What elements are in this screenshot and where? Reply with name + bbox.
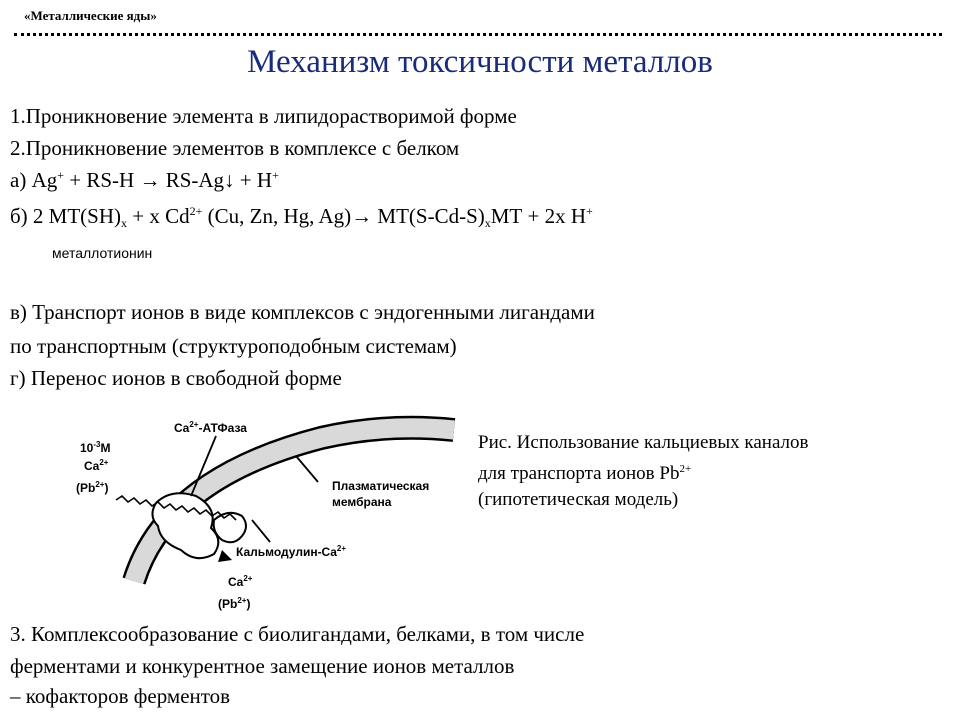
reaction-b-part: б) 2 МТ(SH) [10, 204, 122, 228]
fig-text: Кальмодулин-Ca [236, 545, 337, 559]
text-line-1: 1.Проникновение элемента в липидорастворимой форме [10, 104, 517, 128]
fig-text: -АТФаза [198, 421, 247, 435]
fig-text: ) [104, 481, 109, 495]
fig-text: 10 [80, 441, 94, 455]
text-line-3a: 3. Комплексообразование с биолигандами, белками, в том числе [10, 622, 585, 646]
fig-text: M [100, 441, 111, 455]
reaction-b [10, 204, 593, 231]
metallothionein-label: металлотионин [52, 245, 153, 261]
ca-bottom-label [228, 574, 253, 589]
fig-sup: 2+ [237, 596, 247, 605]
calcium-channel-figure [56, 408, 466, 622]
caption-text: для транспорта ионов Pb [478, 463, 680, 484]
reaction-b-subscript: x [121, 216, 128, 230]
pb-top-label [76, 480, 108, 495]
reaction-b-part: (Cu, Zn, Hg, Ag)→ МТ(S-Cd-S) [202, 204, 485, 228]
reaction-b-subscript: x [484, 216, 491, 230]
membrane-leader [296, 456, 318, 482]
pb-bottom-label [218, 596, 250, 611]
calmodulin-label [236, 544, 346, 559]
fig-text: Ca [174, 421, 190, 435]
caption-charge: 2+ [679, 463, 692, 475]
reaction-a-charge: + [272, 168, 279, 182]
caption-line: Рис. Использование кальциевых каналов [478, 432, 809, 453]
reaction-a [10, 168, 279, 193]
fig-sup: 2+ [189, 420, 199, 429]
fig-sup: 2+ [95, 480, 105, 489]
membrane-label: мембрана [332, 495, 392, 509]
fig-sup: -3 [93, 440, 101, 449]
text-line-2: 2.Проникновение элементов в комплексе с белком [10, 136, 460, 160]
membrane-label: Плазматическая [332, 479, 430, 493]
reaction-b-charge: + [586, 204, 593, 218]
fig-sup: 2+ [99, 458, 109, 467]
reaction-b-charge: 2+ [189, 204, 203, 218]
reaction-a-charge: + [57, 168, 65, 182]
reaction-a-part: + RS-H → RS-Ag↓ + H [64, 168, 273, 192]
text-line-3c: – кофакторов ферментов [10, 684, 231, 708]
text-line-v1: в) Транспорт ионов в виде комплексов с эндогенными лигандами [10, 300, 595, 324]
calmodulin-shape [214, 513, 246, 542]
reaction-b-part: МТ + 2x H [490, 204, 587, 228]
ion-path-arrowhead [218, 550, 232, 562]
text-line-3b: ферментами и конкурентное замещение ионов металлов [10, 654, 515, 678]
concentration-label [80, 440, 110, 455]
dotted-divider [14, 33, 942, 36]
fig-text: ) [246, 597, 251, 611]
reaction-a-part: а) Ag [10, 168, 58, 192]
fig-sup: 2+ [243, 574, 253, 583]
reaction-b-part: + x Cd [127, 204, 190, 228]
figure-caption [478, 430, 809, 513]
atpase-label [174, 420, 247, 435]
header-tag: «Металлические яды» [24, 8, 157, 23]
caption-line: (гипотетическая модель) [478, 489, 679, 510]
channel-protein [152, 493, 218, 558]
caption-line [478, 456, 809, 487]
fig-sup: 2+ [336, 544, 347, 553]
fig-text: (Pb [76, 481, 96, 495]
fig-text: (Pb [218, 597, 238, 611]
page-title: Механизм токсичности металлов [247, 44, 713, 80]
calmodulin-leader [252, 520, 270, 542]
text-line-v2: по транспортным (структуроподобным системам) [10, 334, 457, 358]
fig-text: Ca [228, 575, 244, 589]
fig-text: Ca [84, 459, 100, 473]
text-line-g: г) Перенос ионов в свободной форме [10, 366, 342, 390]
ca-top-label [84, 458, 109, 473]
